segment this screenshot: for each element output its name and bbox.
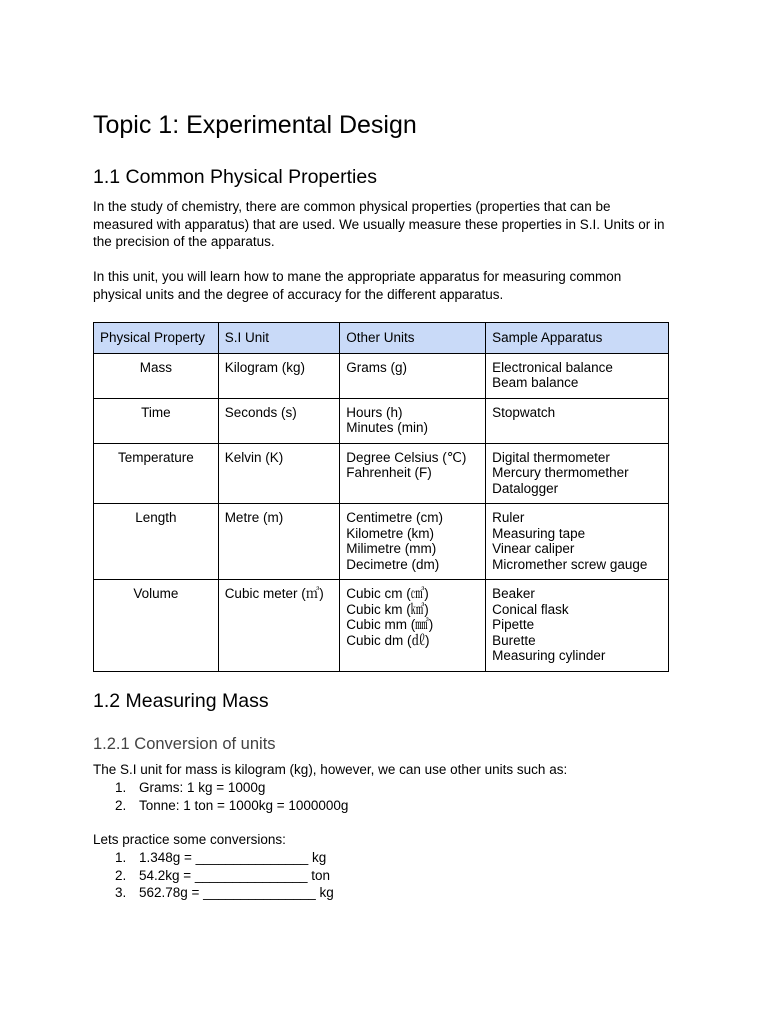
- other-unit: Centimetre (cm): [346, 510, 443, 525]
- apparatus-item: Measuring tape: [492, 525, 586, 541]
- list-number: 1.: [115, 780, 127, 795]
- apparatus-item: Mercury thermomether: [492, 465, 629, 480]
- list-item: [93, 779, 348, 797]
- apparatus-item: Ruler: [492, 510, 525, 525]
- section-heading-common-physical-properties: 1.1 Common Physical Properties: [93, 166, 377, 188]
- si-unit-cell: Kelvin (K): [218, 443, 340, 504]
- list-text: Tonne: 1 ton = 1000kg = 1000000g: [139, 797, 349, 813]
- column-header-sample-apparatus: Sample Apparatus: [486, 323, 669, 354]
- list-text: Grams: 1 kg = 1000g: [139, 780, 266, 795]
- table-row: [94, 443, 669, 504]
- unit-overview-paragraph: In this unit, you will learn how to mane the appropriate apparatus for measuring common physical units and the degree of accuracy for the different apparatus.: [93, 269, 622, 302]
- list-number: 3.: [115, 885, 127, 900]
- other-units-cell: [340, 580, 486, 672]
- list-number: 2.: [115, 867, 127, 883]
- subsection-heading-conversion-of-units: 1.2.1 Conversion of units: [93, 735, 276, 753]
- column-header-si-unit: S.I Unit: [218, 323, 340, 354]
- other-unit: Grams (g): [346, 359, 407, 375]
- practice-conversions-list: [93, 849, 334, 902]
- other-unit: Cubic dm (㎗): [346, 632, 430, 648]
- other-units-cell: [340, 443, 486, 504]
- property-cell: Mass: [94, 353, 219, 398]
- other-unit: Degree Celsius (℃): [346, 449, 467, 465]
- apparatus-item: Electronical balance: [492, 359, 613, 375]
- apparatus-item: Beaker: [492, 586, 535, 601]
- apparatus-item: Vinear caliper: [492, 541, 575, 556]
- si-unit-cell: Seconds (s): [218, 398, 340, 443]
- apparatus-cell: [486, 504, 669, 580]
- other-unit: Kilometre (km): [346, 525, 434, 541]
- property-cell: Length: [94, 504, 219, 580]
- other-unit: Milimetre (mm): [346, 541, 437, 556]
- property-cell: Temperature: [94, 443, 219, 504]
- other-unit: Minutes (min): [346, 420, 428, 435]
- other-units-cell: [340, 398, 486, 443]
- table-row: [94, 580, 669, 672]
- document-title: Topic 1: Experimental Design: [93, 111, 417, 139]
- practice-intro: Lets practice some conversions:: [93, 832, 286, 847]
- list-number: 1.: [115, 850, 127, 865]
- other-unit: Cubic km (㎦): [346, 601, 429, 617]
- apparatus-item: Pipette: [492, 617, 535, 632]
- mass-units-intro: The S.I unit for mass is kilogram (kg), however, we can use other units such as:: [93, 762, 568, 777]
- apparatus-cell: [486, 398, 669, 443]
- section-heading-measuring-mass: 1.2 Measuring Mass: [93, 690, 269, 712]
- other-unit: Hours (h): [346, 404, 403, 420]
- apparatus-item: Micromether screw gauge: [492, 556, 648, 572]
- intro-paragraph: In the study of chemistry, there are common physical properties (properties that can be measured with apparatus) that are used. We usually measure these properties in S.I. Units or in the precision of the apparatus.: [93, 199, 665, 249]
- apparatus-cell: [486, 353, 669, 398]
- column-header-physical-property: Physical Property: [94, 323, 219, 354]
- apparatus-item: Conical flask: [492, 601, 569, 617]
- list-number: 2.: [115, 797, 127, 813]
- list-item: [93, 797, 348, 815]
- table-row: [94, 353, 669, 398]
- list-text: 54.2kg = _______________ ton: [139, 867, 331, 883]
- property-cell: Volume: [94, 580, 219, 672]
- other-units-cell: [340, 504, 486, 580]
- apparatus-item: Burette: [492, 632, 536, 648]
- si-unit-cell: Cubic meter (㎥): [218, 580, 340, 672]
- list-text: 1.348g = _______________ kg: [139, 850, 327, 865]
- physical-properties-table: [93, 322, 669, 672]
- table-row: [94, 504, 669, 580]
- apparatus-item: Beam balance: [492, 375, 579, 390]
- other-unit: Decimetre (dm): [346, 556, 440, 572]
- apparatus-item: Stopwatch: [492, 404, 556, 420]
- other-units-cell: [340, 353, 486, 398]
- property-cell: Time: [94, 398, 219, 443]
- list-text: 562.78g = _______________ kg: [139, 885, 334, 900]
- mass-units-list: [93, 779, 348, 814]
- apparatus-item: Measuring cylinder: [492, 648, 606, 663]
- table-header-row: [94, 323, 669, 354]
- apparatus-cell: [486, 443, 669, 504]
- table-row: [94, 398, 669, 443]
- apparatus-cell: [486, 580, 669, 672]
- list-item: [93, 884, 334, 902]
- si-unit-cell: Kilogram (kg): [218, 353, 340, 398]
- other-unit: Fahrenheit (F): [346, 465, 432, 480]
- other-unit: Cubic mm (㎣): [346, 617, 434, 632]
- si-unit-cell: Metre (m): [218, 504, 340, 580]
- list-item: [93, 867, 334, 885]
- other-unit: Cubic cm (㎤): [346, 586, 429, 601]
- list-item: [93, 849, 334, 867]
- apparatus-item: Digital thermometer: [492, 449, 610, 465]
- column-header-other-units: Other Units: [340, 323, 486, 354]
- apparatus-item: Datalogger: [492, 480, 559, 496]
